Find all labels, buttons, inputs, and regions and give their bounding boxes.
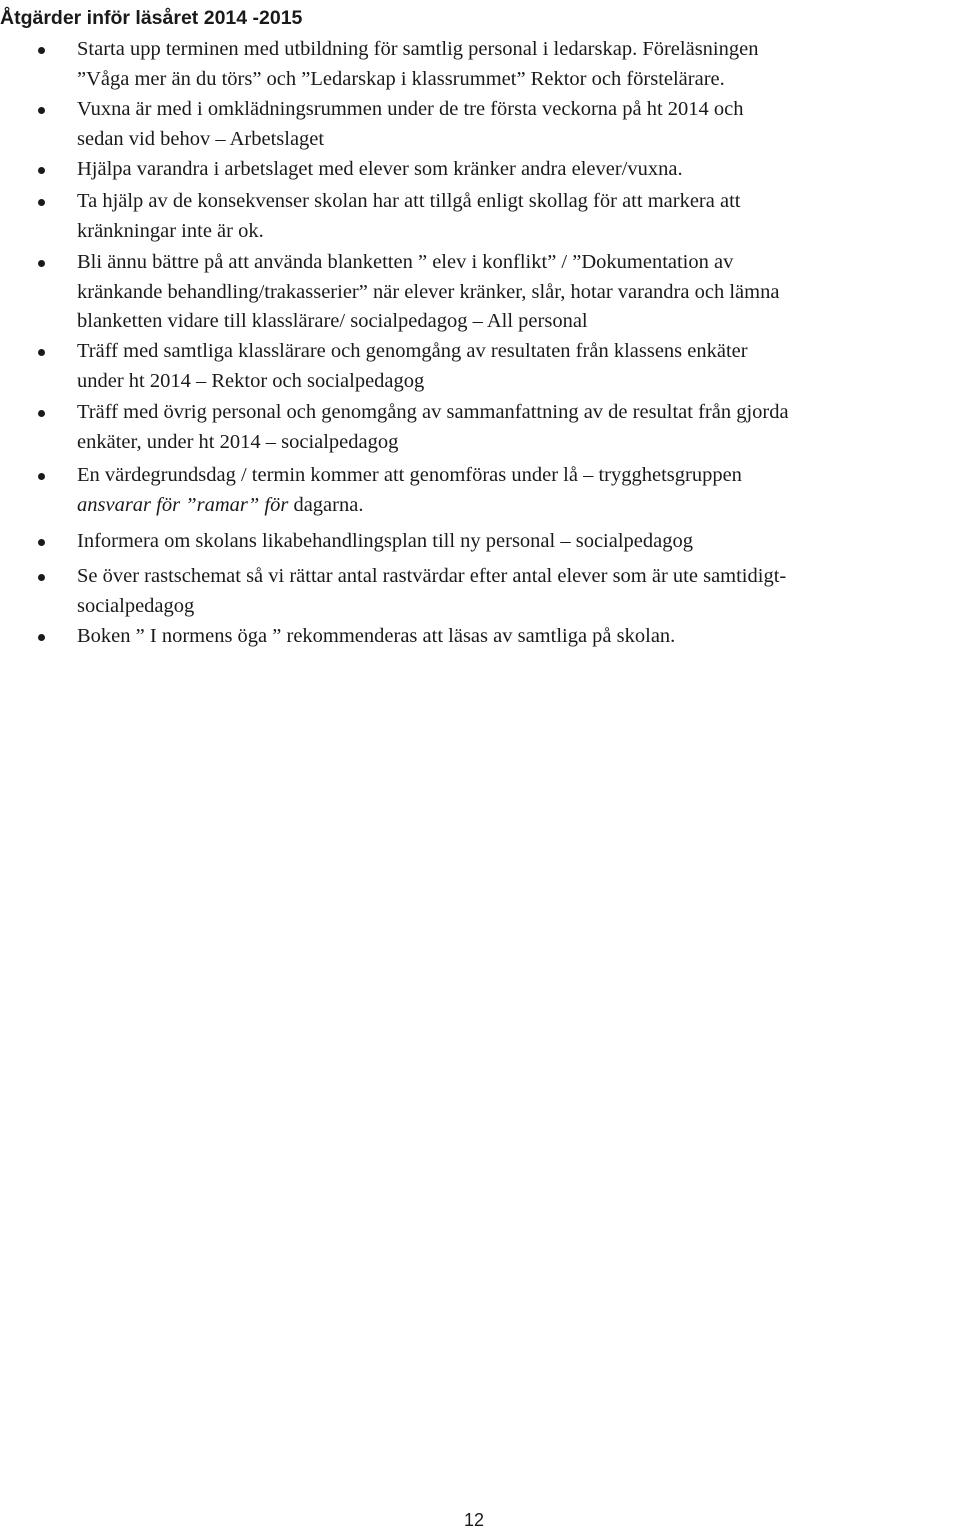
text-line: kränkningar inte är ok. — [77, 219, 264, 242]
bullet-icon — [38, 410, 45, 417]
bullet-icon — [38, 539, 45, 546]
text-line: under ht 2014 – Rektor och socialpedagog — [77, 369, 425, 392]
text-line: ”Våga mer än du törs” och ”Ledarskap i klassrummet” Rektor och förstelärare. — [77, 67, 725, 90]
bullet-icon — [38, 107, 45, 114]
bullet-icon — [38, 260, 45, 267]
list-item-text — [77, 461, 960, 520]
text-line: sedan vid behov – Arbetslaget — [77, 127, 325, 150]
text-line: Träff med samtliga klasslärare och genomgång av resultaten från klassens enkäter — [77, 340, 748, 362]
text-line: Ta hjälp av de konsekvenser skolan har att tillgå enligt skollag för att markera att — [77, 190, 741, 212]
page-heading: Åtgärder inför läsåret 2014 -2015 — [0, 7, 303, 29]
text-line: blanketten vidare till klasslärare/ socialpedagog – All personal — [77, 310, 588, 332]
text-line: socialpedagog — [77, 594, 195, 617]
list-item-text — [77, 562, 960, 621]
bullet-icon — [38, 473, 45, 480]
list-item-text — [77, 35, 960, 94]
text-line: En värdegrundsdag / termin kommer att genomföras under lå – trygghetsgruppen — [77, 464, 742, 486]
list-item-text — [77, 187, 960, 246]
list-item-text — [77, 248, 960, 337]
list-item-text — [77, 527, 960, 557]
bullet-icon — [38, 349, 45, 356]
text-tail: dagarna. — [288, 493, 364, 516]
text-line: Se över rastschemat så vi rättar antal rastvärdar efter antal elever som är ute samtidigt- — [77, 565, 787, 587]
bullet-icon — [38, 47, 45, 54]
list-item-text — [77, 155, 960, 185]
text-line — [77, 491, 960, 521]
text-line: Träff med övrig personal och genomgång av sammanfattning av de resultat från gjorda — [77, 401, 789, 423]
text-line: Starta upp terminen med utbildning för samtlig personal i ledarskap. Föreläsningen — [77, 38, 759, 60]
list-item-text — [77, 95, 960, 154]
italic-text: ansvarar för ”ramar” för — [77, 493, 289, 516]
text-line: Vuxna är med i omklädningsrummen under de tre första veckorna på ht 2014 och — [77, 98, 744, 120]
bullet-icon — [38, 167, 45, 174]
text-line: Informera om skolans likabehandlingsplan till ny personal – socialpedagog — [77, 530, 693, 552]
text-line: Boken ” I normens öga ” rekommenderas att läsas av samtliga på skolan. — [77, 625, 676, 647]
text-line: Bli ännu bättre på att använda blanketten ” elev i konflikt” / ”Dokumentation av — [77, 251, 734, 273]
list-item-text — [77, 398, 960, 457]
text-line: enkäter, under ht 2014 – socialpedagog — [77, 430, 399, 453]
text-line: kränkande behandling/trakasserier” när elever kränker, slår, hotar varandra och lämna — [77, 280, 780, 303]
list-item-text — [77, 337, 960, 396]
list-item-text — [77, 622, 960, 652]
bullet-icon — [38, 199, 45, 206]
text-line: Hjälpa varandra i arbetslaget med elever som kränker andra elever/vuxna. — [77, 158, 683, 180]
bullet-icon — [38, 574, 45, 581]
page-number: 12 — [464, 1510, 485, 1530]
bullet-icon — [38, 634, 45, 641]
